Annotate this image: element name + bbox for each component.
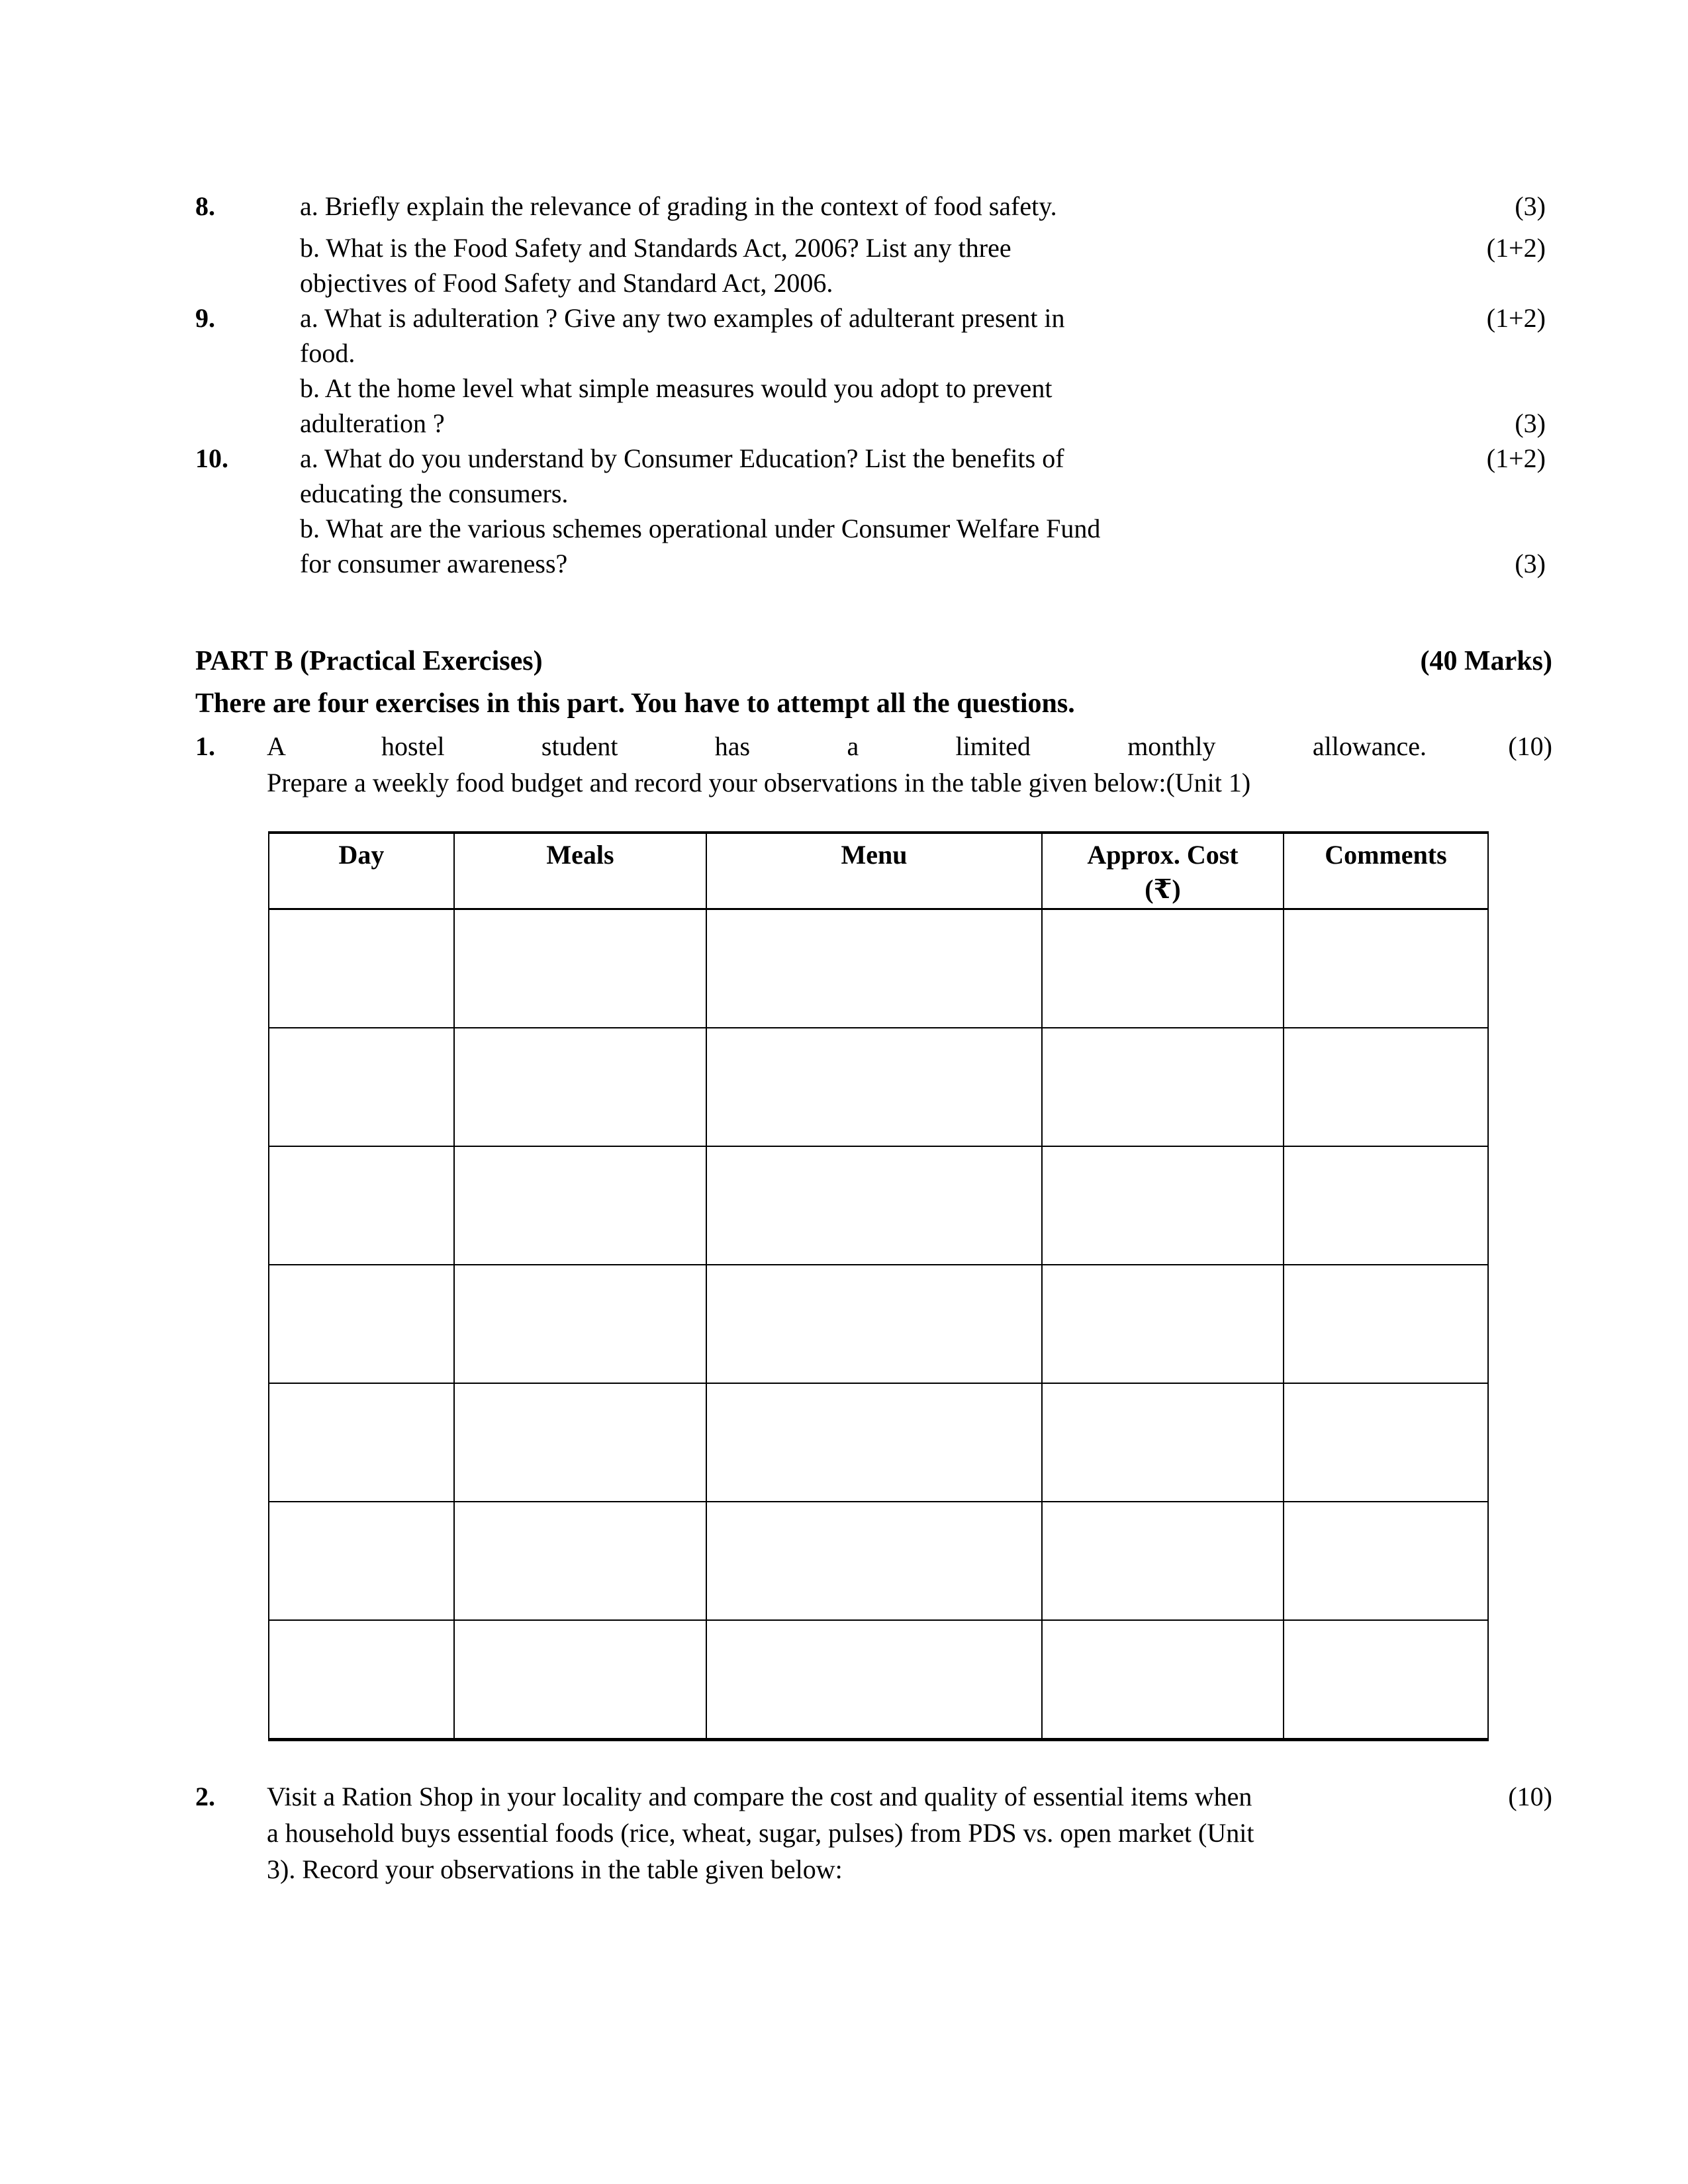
part-b-title: PART B (Practical Exercises) xyxy=(195,646,543,676)
question-text xyxy=(300,230,1380,300)
cell-day[interactable] xyxy=(269,1146,454,1265)
cell-meals[interactable] xyxy=(454,1383,706,1502)
column-header-label: Approx. Cost xyxy=(1087,840,1239,870)
column-header-currency-symbol: (₹) xyxy=(1145,874,1181,904)
marks-label: (1+2) xyxy=(1486,303,1546,333)
cell-day[interactable] xyxy=(269,1502,454,1620)
column-header-meals xyxy=(454,833,706,909)
cell-comments[interactable] xyxy=(1284,1146,1488,1265)
question-text xyxy=(300,371,1380,441)
cell-menu[interactable] xyxy=(706,1265,1042,1383)
column-header-label: Comments xyxy=(1325,840,1447,870)
cell-cost[interactable] xyxy=(1042,1146,1284,1265)
cell-meals[interactable] xyxy=(454,909,706,1028)
question-line: b. What is the Food Safety and Standards Act, 2006? List any three xyxy=(300,233,1011,263)
table-row xyxy=(269,1620,1488,1740)
question-line: objectives of Food Safety and Standard Act, 2006. xyxy=(300,268,833,298)
column-header-menu xyxy=(706,833,1042,909)
column-header-comments xyxy=(1284,833,1488,909)
cell-menu[interactable] xyxy=(706,1028,1042,1146)
cell-meals[interactable] xyxy=(454,1265,706,1383)
cell-comments[interactable] xyxy=(1284,1265,1488,1383)
exercise-line: Visit a Ration Shop in your locality and compare the cost and quality of essential items when xyxy=(267,1782,1252,1811)
part-b-header xyxy=(195,642,1552,680)
question-block-10 xyxy=(195,441,1552,511)
marks-label: (10) xyxy=(1508,1782,1552,1811)
cell-cost[interactable] xyxy=(1042,1265,1284,1383)
cell-cost[interactable] xyxy=(1042,1028,1284,1146)
column-header-label: Meals xyxy=(546,840,614,870)
question-text xyxy=(300,441,1380,511)
cell-cost[interactable] xyxy=(1042,1502,1284,1620)
exercise-number: 2. xyxy=(195,1782,215,1811)
cell-day[interactable] xyxy=(269,1028,454,1146)
question-line: b. At the home level what simple measures would you adopt to prevent xyxy=(300,373,1053,403)
marks-label: (10) xyxy=(1508,731,1552,761)
weekly-food-budget-table xyxy=(268,831,1489,1741)
cell-cost[interactable] xyxy=(1042,909,1284,1028)
exercise-number: 1. xyxy=(195,731,215,761)
question-line: b. What are the various schemes operational under Consumer Welfare Fund xyxy=(300,514,1101,543)
question-number: 9. xyxy=(195,303,215,333)
question-block-9b xyxy=(195,371,1552,441)
question-block-8b xyxy=(195,230,1552,300)
weekly-food-budget-table-wrapper xyxy=(268,831,1481,1741)
cell-menu[interactable] xyxy=(706,1383,1042,1502)
cell-menu[interactable] xyxy=(706,1620,1042,1740)
cell-day[interactable] xyxy=(269,1620,454,1740)
part-b-marks: (40 Marks) xyxy=(1420,646,1552,676)
table-header xyxy=(269,833,1488,909)
question-block-8 xyxy=(195,189,1552,224)
table-row xyxy=(269,1028,1488,1146)
part-b-section xyxy=(195,642,1552,723)
table-header-row xyxy=(269,833,1488,909)
marks-label: (3) xyxy=(1515,408,1546,438)
cell-comments[interactable] xyxy=(1284,909,1488,1028)
column-header-label: Menu xyxy=(841,840,908,870)
table-body xyxy=(269,909,1488,1740)
column-header-label: Day xyxy=(338,840,385,870)
cell-comments[interactable] xyxy=(1284,1502,1488,1620)
column-header-day xyxy=(269,833,454,909)
table-row xyxy=(269,1502,1488,1620)
exercise-line-justified: A hostel student has a limited monthly allowance. xyxy=(267,731,1427,761)
exercise-block-2 xyxy=(195,1778,1552,1888)
cell-meals[interactable] xyxy=(454,1620,706,1740)
cell-cost[interactable] xyxy=(1042,1620,1284,1740)
question-line: a. What do you understand by Consumer Education? List the benefits of xyxy=(300,443,1064,473)
part-b-instruction: There are four exercises in this part. You have to attempt all the questions. xyxy=(195,688,1075,719)
cell-meals[interactable] xyxy=(454,1502,706,1620)
question-text xyxy=(300,189,1380,224)
question-number: 10. xyxy=(195,443,228,473)
marks-label: (3) xyxy=(1515,549,1546,578)
cell-day[interactable] xyxy=(269,1265,454,1383)
question-line: adulteration ? xyxy=(300,408,445,438)
marks-label: (1+2) xyxy=(1486,233,1546,263)
table-row xyxy=(269,909,1488,1028)
cell-menu[interactable] xyxy=(706,909,1042,1028)
table-row xyxy=(269,1265,1488,1383)
page-content xyxy=(195,189,1552,1888)
question-line: a. Briefly explain the relevance of grading in the context of food safety. xyxy=(300,191,1057,221)
exercise-text xyxy=(267,1778,1427,1888)
question-text xyxy=(300,511,1380,581)
table-row xyxy=(269,1146,1488,1265)
table-row xyxy=(269,1383,1488,1502)
cell-comments[interactable] xyxy=(1284,1028,1488,1146)
question-line: a. What is adulteration ? Give any two examples of adulterant present in xyxy=(300,303,1065,333)
cell-meals[interactable] xyxy=(454,1028,706,1146)
question-text xyxy=(300,300,1380,371)
exercise-line: Prepare a weekly food budget and record your observations in the table given below:(Unit 1) xyxy=(267,768,1251,797)
cell-menu[interactable] xyxy=(706,1502,1042,1620)
cell-day[interactable] xyxy=(269,909,454,1028)
cell-menu[interactable] xyxy=(706,1146,1042,1265)
question-block-10b xyxy=(195,511,1552,581)
cell-cost[interactable] xyxy=(1042,1383,1284,1502)
question-number: 8. xyxy=(195,191,215,221)
marks-label: (3) xyxy=(1515,191,1546,221)
question-line: for consumer awareness? xyxy=(300,549,568,578)
exercise-line: a household buys essential foods (rice, wheat, sugar, pulses) from PDS vs. open market (Unit xyxy=(267,1818,1254,1848)
cell-comments[interactable] xyxy=(1284,1620,1488,1740)
question-line: educating the consumers. xyxy=(300,478,569,508)
exercise-text xyxy=(267,728,1427,801)
cell-meals[interactable] xyxy=(454,1146,706,1265)
spacer xyxy=(195,224,1552,230)
column-header-approx-cost xyxy=(1042,833,1284,909)
exercise-line: 3). Record your observations in the table given below: xyxy=(267,1854,843,1884)
marks-label: (1+2) xyxy=(1486,443,1546,473)
question-line: food. xyxy=(300,338,355,368)
cell-comments[interactable] xyxy=(1284,1383,1488,1502)
question-block-9 xyxy=(195,300,1552,371)
exercise-block-1 xyxy=(195,728,1552,801)
cell-day[interactable] xyxy=(269,1383,454,1502)
